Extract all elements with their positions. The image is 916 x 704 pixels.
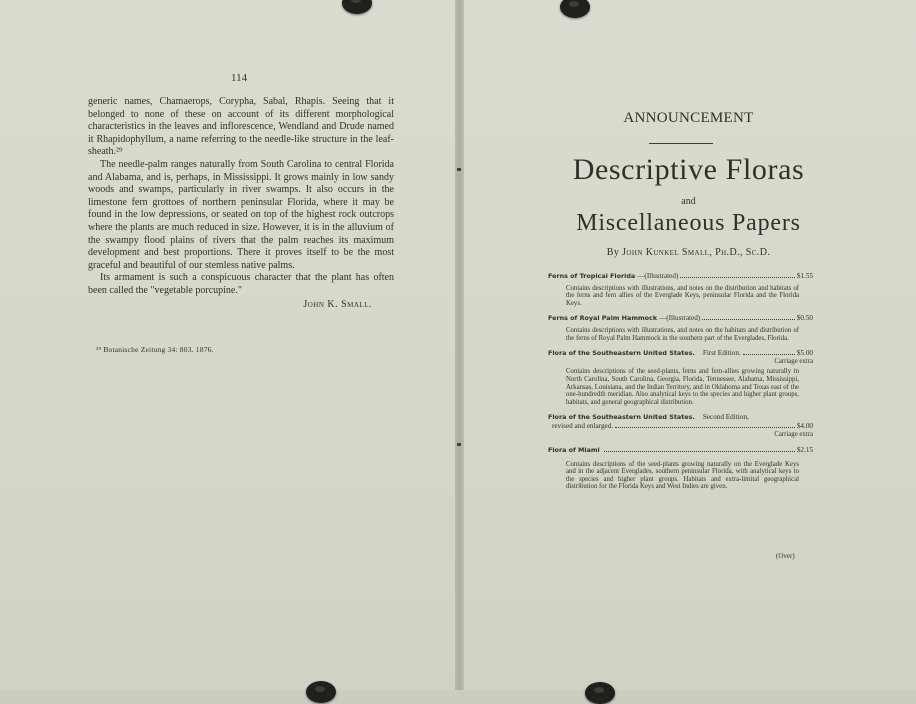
heading-rule (649, 143, 713, 144)
entry-title: Ferns of Tropical Florida (548, 272, 636, 280)
entry-description: Contains descriptions with illustrations, and notes on the distribution and habitats of the ferns and fern allies of the Everglade Keys, peninsular Florida and the Florida Keys. (566, 284, 799, 307)
entry-continuation: revised and enlarged. (552, 421, 614, 430)
byline-author: John Kunkel Small, Ph.D., Sc.D. (622, 247, 771, 258)
binder-clip-bottom-right (585, 682, 615, 704)
entry-price: $1.55 (796, 272, 813, 280)
entry-price: $2.15 (796, 446, 813, 455)
publication-entry (548, 413, 813, 439)
entry-description: Contains descriptions with illustrations, and notes on the habitats and distribution of the ferns of Royal Palm Hammock in the southern part of the Everglades, Florida. (566, 326, 799, 342)
leader-dots (615, 427, 795, 428)
book-gutter (455, 0, 464, 690)
paragraph-3: Its armament is such a conspicuous character that the plant has often been called the "vegetable porcupine." (88, 272, 394, 296)
over-note: (Over) (776, 552, 795, 560)
binder-clip-bottom-left (306, 681, 336, 703)
entry-description: Contains descriptions of the seed-plants growing naturally on the Everglade Keys and in the adjacent Everglades, southern peninsular Florida, with analytical keys to the species and higher plant groups. Habitats and extra-limital geographical distribution for the Florida Keys and West Indies are given. (566, 460, 799, 491)
leader-dots (743, 354, 795, 355)
gutter-mark-lower (457, 443, 461, 446)
entry-description: Contains descriptions of the seed-plants, ferns and fern-allies growing naturally in North Carolina, South Carolina, Georgia, Florida, Tennessee, Alabama, Mississippi, Arkansas, Louisiana, and the Indian Territory, and in Oklahoma and Texas east of the one-hundredth meridian. Also analytical keys to the species and higher plant groups, habitats, and general geographical distribution. (566, 368, 799, 406)
entry-carriage-note: Carriage extra (774, 357, 813, 365)
title-miscellaneous-papers: Miscellaneous Papers (576, 210, 801, 236)
paragraph-1: generic names, Chamaerops, Corypha, Sabal, Rhapis. Seeing that it belonged to none of these on account of its different morphological characteristics in the leaves and inflorescence, Wendland and Drude named it Rhapidophyllum, a name referring to the needle-like structure in the leaf-sheath.²⁹ (88, 96, 394, 158)
page-number: 114 (231, 72, 248, 84)
entry-title: Flora of the Southeastern United States. (548, 349, 695, 358)
title-and: and (681, 196, 696, 207)
paragraph-2: The needle-palm ranges naturally from South Carolina to central Florida and Alabama, and is, perhaps, in Mississippi. It grows mainly in low sandy woods and swamps, particularly in river swamps. It also occurs in the limestone fern grottoes of northern peninsular Florida, where it may be found in the low depressions, or seated on top of the highest rock outcrops where the plants are much reduced in size. However, it is in the alluvium of the swampy flood plains of rivers that the palm reaches its maximum development and best proportions. There it proves itself to be the most graceful and beautiful of our stemless native palms. (88, 158, 394, 271)
publication-entry (548, 314, 813, 342)
entry-note: First Edition. (702, 349, 741, 358)
entry-price: $5.00 (796, 349, 813, 358)
entry-title: Flora of Miami (548, 446, 600, 455)
left-body-text (88, 96, 394, 311)
entry-title: Flora of the Southeastern United States. (548, 413, 695, 422)
entry-price: $0.50 (796, 314, 813, 323)
leader-dots (680, 277, 794, 278)
entry-note: —(Illustrated) (637, 272, 679, 280)
signature: John K. Small. (303, 298, 372, 310)
footnote: ²⁹ Botanische Zeitung 34: 803. 1876. (96, 345, 214, 354)
entry-note: —(Illustrated) (659, 314, 701, 323)
publication-entry (548, 349, 813, 406)
announcement-heading: ANNOUNCEMENT (623, 110, 754, 126)
publication-list (548, 272, 813, 498)
byline-by: By (606, 247, 620, 258)
leader-dots (702, 319, 795, 320)
author-byline (461, 247, 916, 258)
entry-note: Second Edition, (702, 413, 749, 422)
entry-title: Ferns of Royal Palm Hammock (548, 314, 658, 323)
title-descriptive-floras: Descriptive Floras (572, 153, 805, 186)
entry-carriage-note: Carriage extra (774, 430, 813, 438)
publication-entry (548, 272, 813, 307)
entry-price: $4.00 (796, 421, 813, 430)
leader-dots (604, 451, 795, 452)
publication-entry (548, 446, 813, 491)
